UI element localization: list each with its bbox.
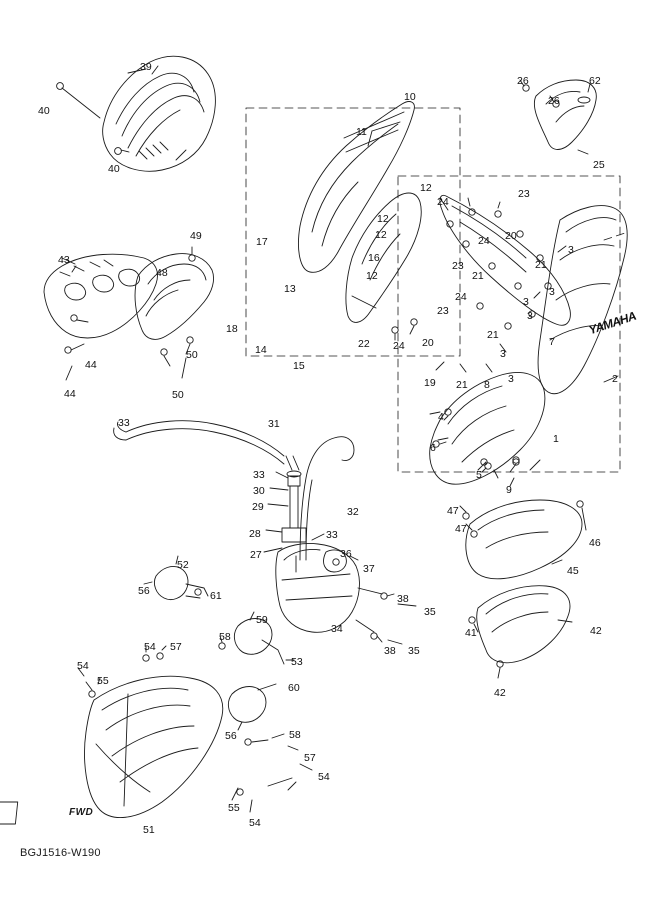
callout-number: 36 — [340, 548, 352, 560]
callout-number: 50 — [172, 389, 184, 401]
part-48-bracket — [135, 247, 214, 378]
callout-number: 7 — [549, 336, 555, 348]
callout-number: 3 — [549, 286, 555, 298]
callout-number: 42 — [590, 625, 602, 637]
callout-number: 23 — [452, 260, 464, 272]
callout-number: 58 — [289, 729, 301, 741]
callout-number: 16 — [368, 252, 380, 264]
callout-number: 42 — [494, 687, 506, 699]
callout-number: 21 — [456, 379, 468, 391]
callout-number: 12 — [366, 270, 378, 282]
callout-number: 47 — [447, 505, 459, 517]
callout-number: 52 — [177, 559, 189, 571]
part-39-cover — [57, 56, 216, 171]
callout-number: 25 — [593, 159, 605, 171]
callout-number: 33 — [118, 417, 130, 429]
part-52-bracket — [144, 556, 208, 600]
callout-number: 44 — [85, 359, 97, 371]
part-41-guard — [469, 586, 572, 678]
callout-number: 40 — [108, 163, 120, 175]
callout-number: 48 — [156, 267, 168, 279]
callout-number: 3 — [508, 373, 514, 385]
callout-number: 30 — [253, 485, 265, 497]
callout-number: 44 — [64, 388, 76, 400]
callout-number: 24 — [455, 291, 467, 303]
callout-number: 24 — [478, 235, 490, 247]
fwd-marker-box — [0, 802, 18, 824]
brand-text: YAMAHA — [587, 308, 638, 338]
callout-number: 21 — [535, 259, 547, 271]
callout-number: 45 — [567, 565, 579, 577]
callout-number: 54 — [249, 817, 261, 829]
callout-number: 59 — [256, 614, 268, 626]
callout-number: 5 — [476, 469, 482, 481]
callout-number: 13 — [284, 283, 296, 295]
callout-number: 51 — [143, 824, 155, 836]
callout-number: 21 — [487, 329, 499, 341]
callout-number: 39 — [140, 61, 152, 73]
part-51-fender — [85, 676, 223, 817]
callout-number: 56 — [225, 730, 237, 742]
callout-number: 37 — [363, 563, 375, 575]
callout-number: 38 — [397, 593, 409, 605]
callout-number: 60 — [288, 682, 300, 694]
callout-number: 40 — [38, 105, 50, 117]
callout-number: 14 — [255, 344, 267, 356]
callout-number: 57 — [304, 752, 316, 764]
callout-number: 15 — [293, 360, 305, 372]
callout-number: 54 — [318, 771, 330, 783]
callout-number: 61 — [210, 590, 222, 602]
callout-number: 23 — [518, 188, 530, 200]
callout-number: 12 — [377, 213, 389, 225]
callout-number: 22 — [358, 338, 370, 350]
callout-number: 53 — [291, 656, 303, 668]
callout-number: 32 — [347, 506, 359, 518]
callout-number: 24 — [393, 340, 405, 352]
callout-number: 33 — [326, 529, 338, 541]
callout-number: 10 — [404, 91, 416, 103]
callout-number: 23 — [437, 305, 449, 317]
callout-number: 43 — [58, 254, 70, 266]
callout-number: 18 — [226, 323, 238, 335]
callout-number: 26 — [548, 95, 560, 107]
callout-number: 29 — [252, 501, 264, 513]
callout-number: 19 — [424, 377, 436, 389]
callout-number: 28 — [249, 528, 261, 540]
callout-number: 20 — [505, 230, 517, 242]
callout-number: 27 — [250, 549, 262, 561]
callout-number: 8 — [484, 379, 490, 391]
bolts-left — [78, 646, 296, 812]
callout-number: 35 — [408, 645, 420, 657]
callout-number: 3 — [500, 348, 506, 360]
callout-number: 1 — [553, 433, 559, 445]
callout-number: 11 — [356, 126, 367, 138]
callout-number: 54 — [77, 660, 89, 672]
callout-number: 33 — [253, 469, 265, 481]
callout-number: 41 — [465, 627, 477, 639]
callout-number: 6 — [430, 442, 436, 454]
callout-number: 12 — [375, 229, 387, 241]
callout-number: 34 — [331, 623, 343, 635]
callout-number: 4 — [438, 411, 444, 423]
callout-number: 20 — [422, 337, 434, 349]
callout-number: 3 — [523, 296, 529, 308]
part-31-hose — [114, 418, 354, 560]
callout-number: 24 — [437, 196, 449, 208]
part-25-bracket — [520, 80, 596, 154]
callout-number: 31 — [268, 418, 280, 430]
part-10-cowl — [246, 102, 460, 356]
callout-number: 55 — [97, 675, 109, 687]
callout-number: 26 — [517, 75, 529, 87]
callout-number: 17 — [256, 236, 268, 248]
callout-number: 46 — [589, 537, 601, 549]
callout-number: 12 — [420, 182, 432, 194]
callout-number: 38 — [384, 645, 396, 657]
fwd-marker-label: FWD — [69, 807, 94, 818]
callout-number: 2 — [612, 373, 618, 385]
callout-number: 35 — [424, 606, 436, 618]
callout-number: 57 — [170, 641, 182, 653]
callout-number: 54 — [144, 641, 156, 653]
callout-number: 3 — [527, 310, 533, 322]
callout-number: 47 — [455, 523, 467, 535]
callout-number: 55 — [228, 802, 240, 814]
callout-number: 9 — [506, 484, 512, 496]
diagram-code: BGJ1516-W190 — [20, 847, 101, 859]
callout-number: 3 — [568, 244, 574, 256]
callout-number: 49 — [190, 230, 202, 242]
callout-number: 58 — [219, 631, 231, 643]
callout-number: 50 — [186, 349, 198, 361]
callout-number: 56 — [138, 585, 150, 597]
callout-number: 62 — [589, 75, 601, 87]
callout-number: 21 — [472, 270, 484, 282]
